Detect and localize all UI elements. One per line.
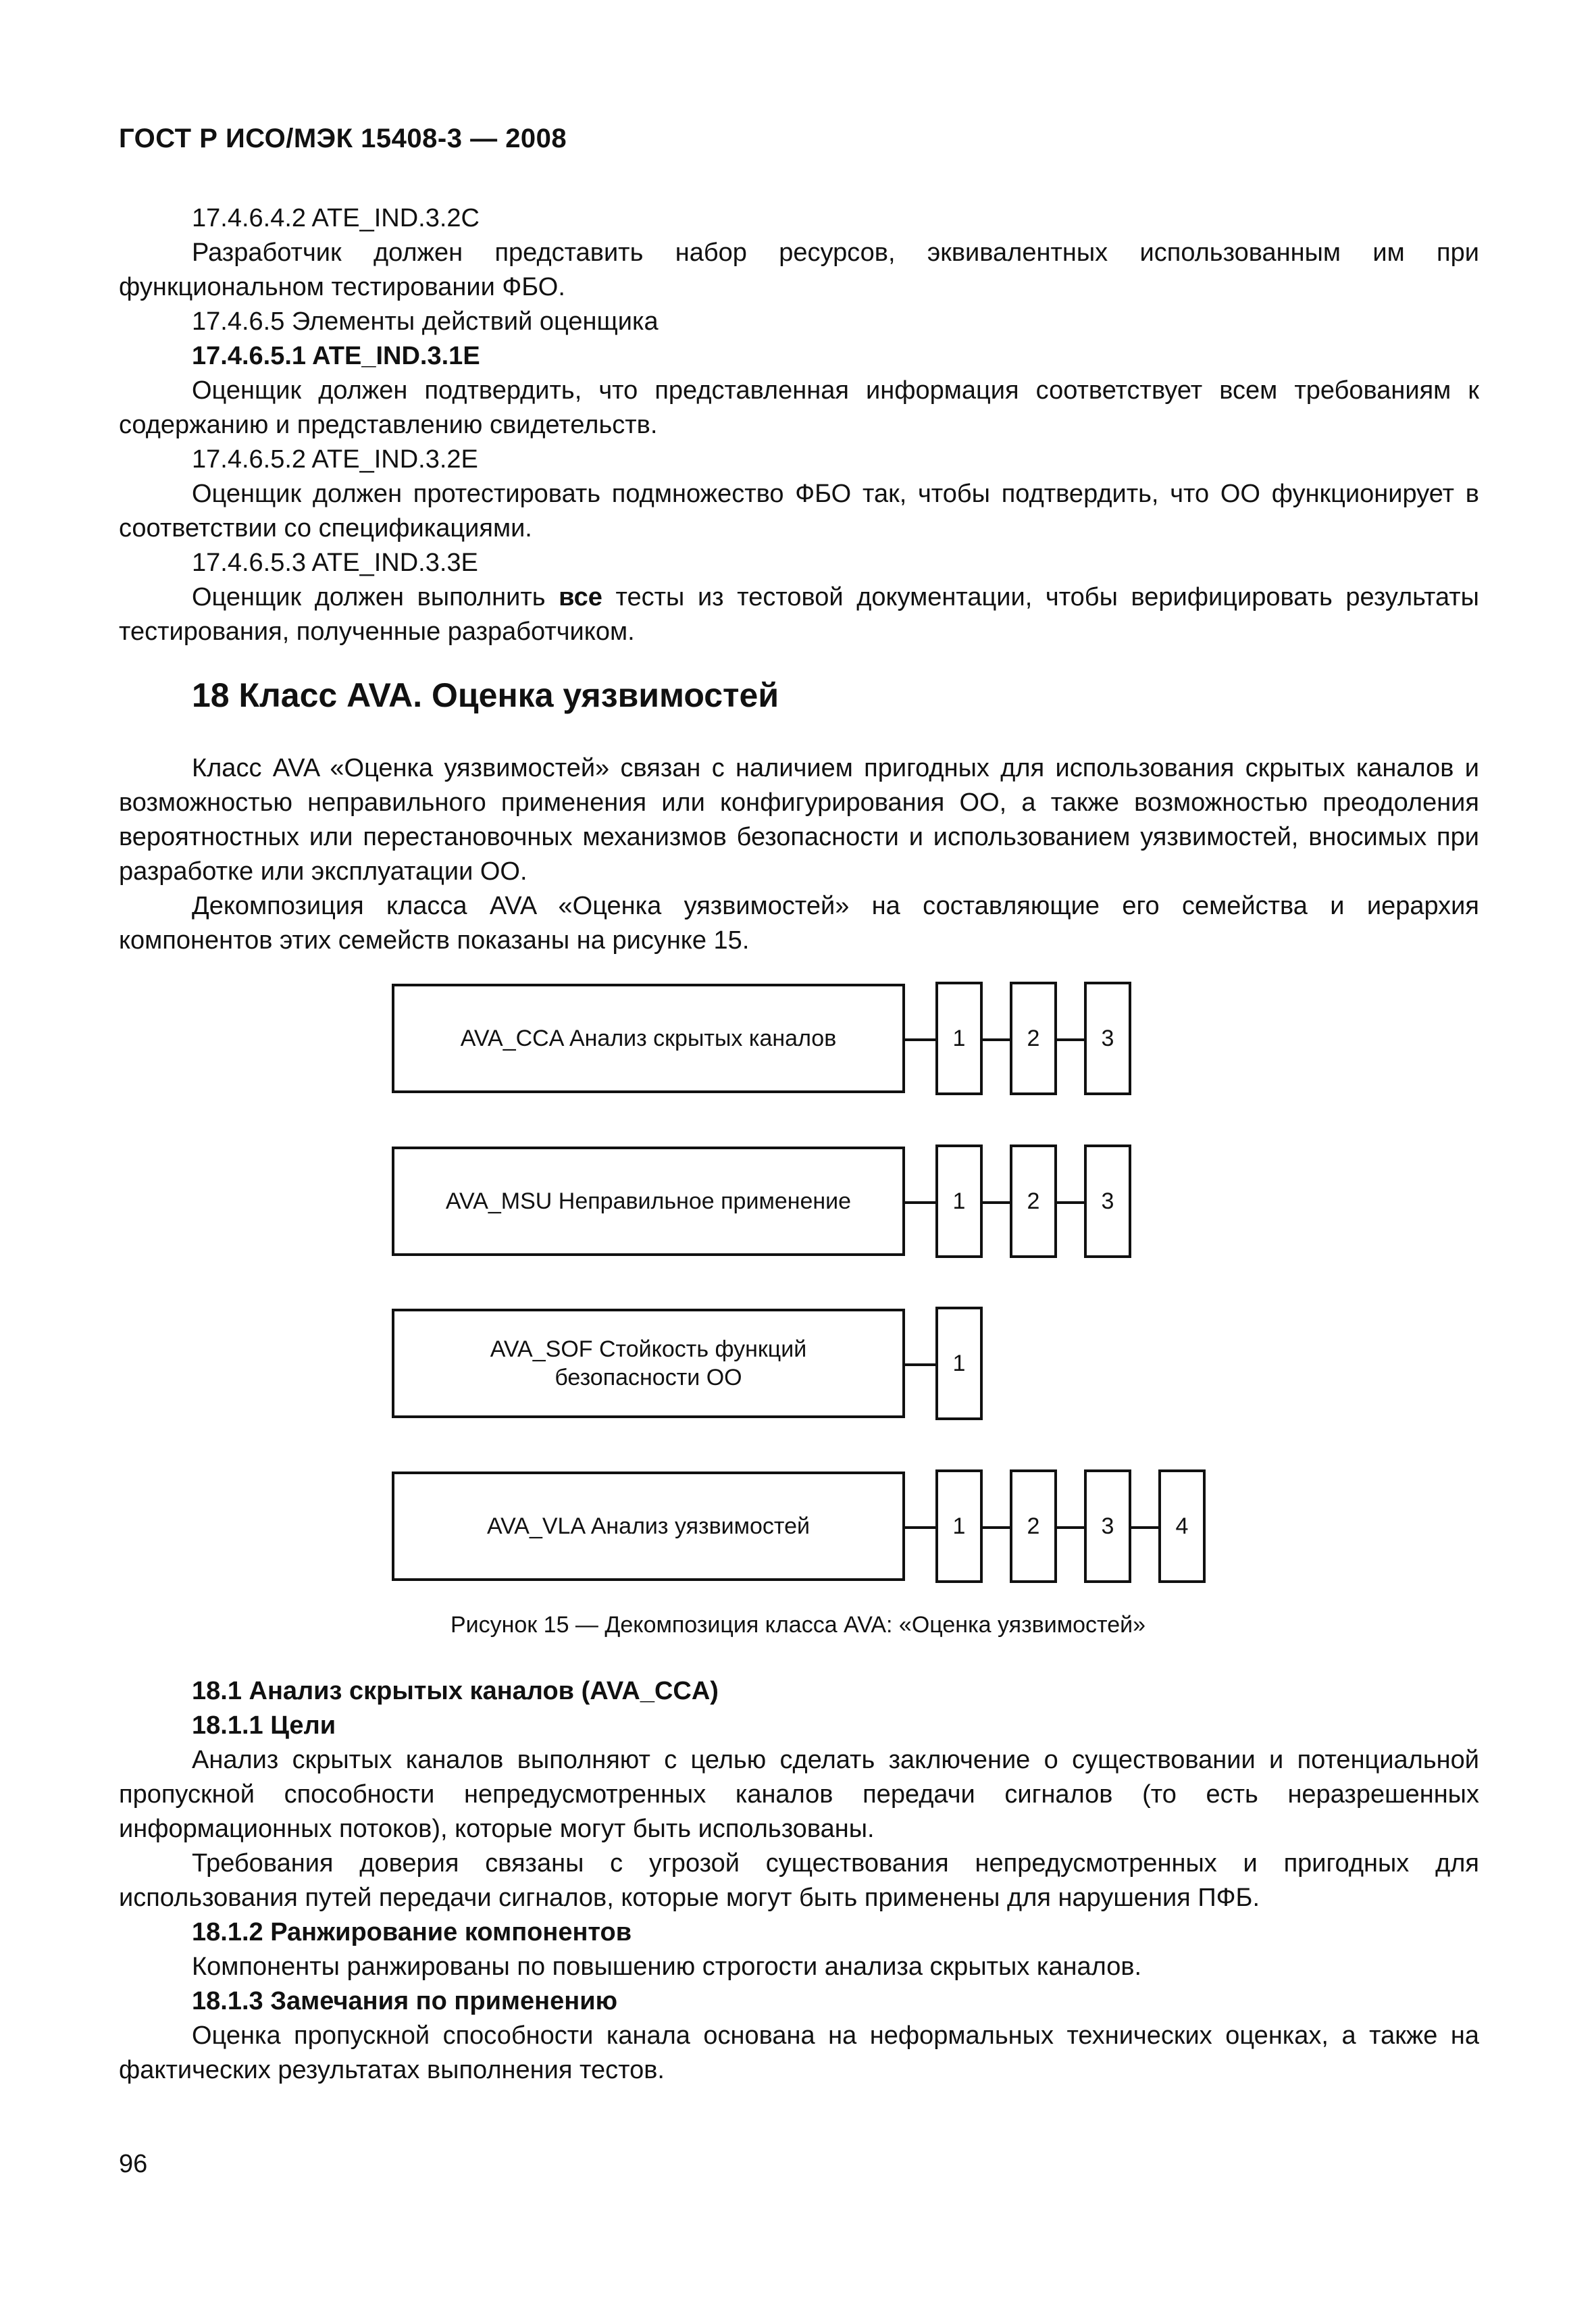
level-box: 3 <box>1084 1145 1131 1258</box>
clause-17-4-6-4-2-text: Разработчик должен представить набор ресурсов, эквивалентных использованным им при функциональном тестировании ФБО. <box>119 238 1479 301</box>
family-label-line: безопасности ОО <box>555 1365 742 1390</box>
clause-18-1-3-title: 18.1.3 Замечания по применению <box>192 1987 618 2015</box>
family-box-ava-vla <box>392 1472 905 1581</box>
level-box: 3 <box>1084 982 1131 1095</box>
emphasis-word: все <box>559 583 602 611</box>
family-label: AVA_VLA Анализ уязвимостей <box>486 1513 810 1539</box>
clause-text-part: Оценщик должен выполнить <box>192 583 559 611</box>
family-label: AVA_CCA Анализ скрытых каналов <box>460 1026 837 1051</box>
connector-line <box>905 1201 935 1204</box>
section-18-intro-p2: Декомпозиция класса AVA «Оценка уязвимостей» на составляющие его семейства и иерархия компонентов этих семейств показаны на рисунке 15. <box>119 892 1479 955</box>
clause-17-4-6-5-title: 17.4.6.5 Элементы действий оценщика <box>192 307 659 336</box>
clause-18-1-2-title: 18.1.2 Ранжирование компонентов <box>192 1918 632 1946</box>
family-box-ava-msu <box>392 1147 905 1256</box>
level-box: 2 <box>1010 1145 1057 1258</box>
clause-text-part: тесты из тестовой документации, чтобы верифицировать результаты тестирования, полученные разработчиком. <box>119 583 1479 646</box>
connector-line <box>1057 1038 1084 1041</box>
clause-17-4-6-5-2-text: Оценщик должен протестировать подмножество ФБО так, чтобы подтвердить, что ОО функционирует в соответствии со спецификациями. <box>119 480 1479 543</box>
level-box: 1 <box>935 1469 983 1583</box>
family-box-ava-sof <box>392 1309 905 1418</box>
clause-17-4-6-5-2-title: 17.4.6.5.2 ATE_IND.3.2E <box>192 445 478 474</box>
level-box: 4 <box>1158 1469 1206 1583</box>
clause-17-4-6-4-2-title: 17.4.6.4.2 ATE_IND.3.2С <box>192 204 480 232</box>
clause-17-4-6-5-3-title: 17.4.6.5.3 ATE_IND.3.3E <box>192 549 478 577</box>
family-label: AVA_MSU Неправильное применение <box>445 1188 852 1214</box>
connector-line <box>1057 1526 1084 1529</box>
connector-line <box>983 1038 1010 1041</box>
goals-paragraph-2: Требования доверия связаны с угрозой существования непредусмотренных и пригодных для использования путей передачи сигналов, которые могут быть применены для нарушения ПФБ. <box>119 1849 1479 1912</box>
goals-paragraph-1: Анализ скрытых каналов выполняют с целью сделать заключение о существовании и потенциальной пропускной способности непредусмотренных каналов передачи сигналов (то есть неразрешенных информационных потоков), которые могут быть использованы. <box>119 1746 1479 1843</box>
family-label-line: AVA_SOF Стойкость функций <box>490 1336 807 1362</box>
connector-line <box>1131 1526 1158 1529</box>
connector-line <box>905 1038 935 1041</box>
level-box: 2 <box>1010 982 1057 1095</box>
connector-line <box>905 1363 935 1366</box>
family-label <box>490 1335 806 1392</box>
level-box: 2 <box>1010 1469 1057 1583</box>
clause-17-4-6-5-3-text <box>119 580 1479 649</box>
level-box: 1 <box>935 1145 983 1258</box>
section-18-intro-p1: Класс AVA «Оценка уязвимостей» связан с наличием пригодных для использования скрытых каналов и возможностью неправильного применения или конфигурирования ОО, а также возможностью преодоления вероятностных или перестановочных механизмов безопасности и использованием уязвимостей, вносимых при разработке или эксплуатации ОО. <box>119 754 1479 886</box>
figure-caption: Рисунок 15 — Декомпозиция класса AVA: «Оценка уязвимостей» <box>450 1612 1145 1638</box>
page-number: 96 <box>119 2150 148 2178</box>
notes-paragraph: Оценка пропускной способности канала основана на неформальных технических оценках, а также на фактических результатах выполнения тестов. <box>119 2021 1479 2084</box>
level-box: 3 <box>1084 1469 1131 1583</box>
connector-line <box>1057 1201 1084 1204</box>
level-box: 1 <box>935 1307 983 1420</box>
clause-17-4-6-5-1-text: Оценщик должен подтвердить, что представленная информация соответствует всем требованиям к содержанию и представлению свидетельств. <box>119 376 1479 439</box>
connector-line <box>983 1201 1010 1204</box>
level-box: 1 <box>935 982 983 1095</box>
family-box-ava-cca <box>392 984 905 1093</box>
clause-18-1-title: 18.1 Анализ скрытых каналов (AVA_CCA) <box>192 1677 719 1705</box>
ranking-paragraph: Компоненты ранжированы по повышению строгости анализа скрытых каналов. <box>192 1953 1142 1981</box>
connector-line <box>983 1526 1010 1529</box>
connector-line <box>905 1526 935 1529</box>
clause-18-1-1-title: 18.1.1 Цели <box>192 1711 336 1740</box>
document-header: ГОСТ Р ИСО/МЭК 15408-3 — 2008 <box>119 124 567 153</box>
section-18-heading: 18 Класс AVA. Оценка уязвимостей <box>192 676 779 714</box>
clause-17-4-6-5-1-title: 17.4.6.5.1 ATE_IND.3.1E <box>192 342 480 370</box>
